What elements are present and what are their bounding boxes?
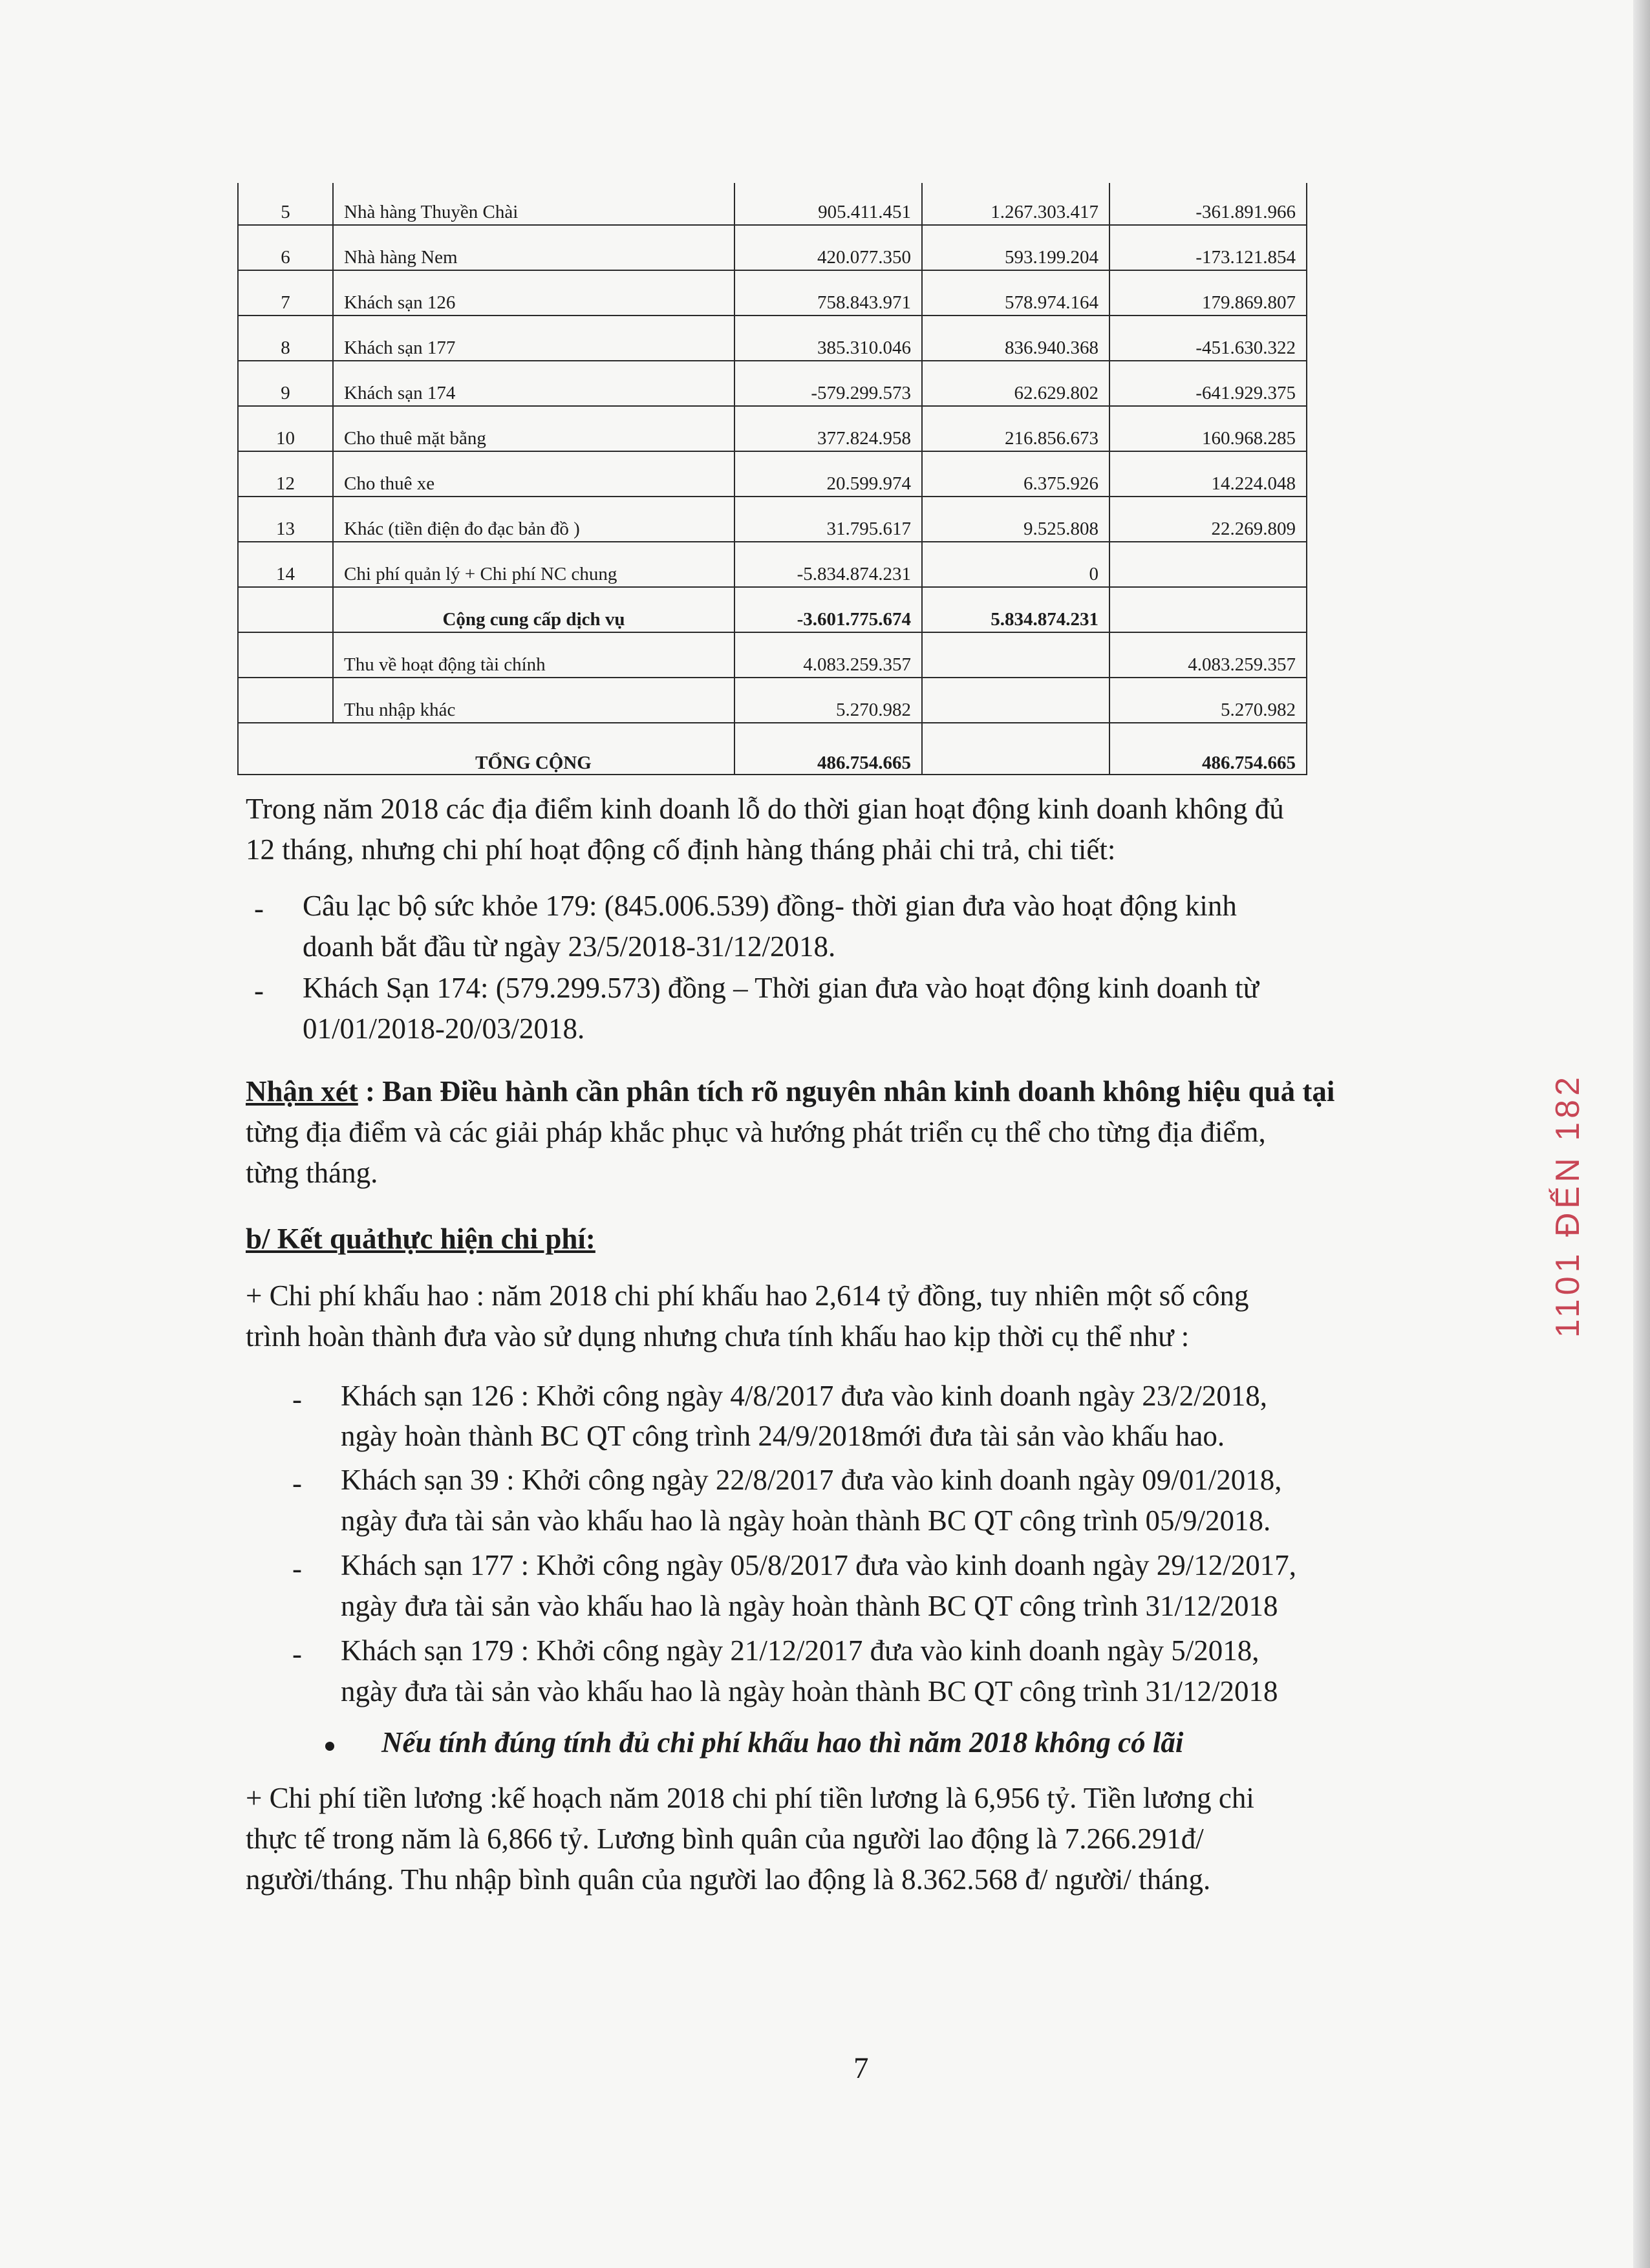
row-name: Khách sạn 126 — [333, 270, 734, 316]
other-income-row — [238, 678, 1307, 723]
remark-label: Nhận xét — [246, 1075, 358, 1107]
row-index: 12 — [238, 451, 333, 497]
row-name: Nhà hàng Nem — [333, 225, 734, 270]
row-value-2: 1.267.303.417 — [922, 183, 1109, 225]
row-value-3: -361.891.966 — [1109, 183, 1307, 225]
finance-value-3: 4.083.259.357 — [1109, 632, 1307, 678]
other-income-label: Thu nhập khác — [333, 678, 734, 723]
row-value-1: 905.411.451 — [734, 183, 922, 225]
row-name: Khách sạn 177 — [333, 316, 734, 361]
row-value-1: -579.299.573 — [734, 361, 922, 406]
depreciation-line-1: + Chi phí khấu hao : năm 2018 chi phí khấu hao 2,614 tỷ đồng, tuy nhiên một số công — [246, 1279, 1249, 1312]
bullet-dash: - — [254, 974, 264, 1007]
row-value-3: 160.968.285 — [1109, 406, 1307, 451]
paragraph-loss-intro-line-1: Trong năm 2018 các địa điểm kinh doanh lỗ do thời gian hoạt động kinh doanh không đủ — [246, 793, 1284, 825]
row-value-2: 216.856.673 — [922, 406, 1109, 451]
row-value-1: 385.310.046 — [734, 316, 922, 361]
row-value-2: 62.629.802 — [922, 361, 1109, 406]
subtotal-value-1: -3.601.775.674 — [734, 587, 922, 632]
remark-line-1 — [246, 1071, 1334, 1112]
total-value-1: 486.754.665 — [734, 723, 922, 775]
remark-text: : Ban Điều hành cần phân tích rõ nguyên nhân kinh doanh không hiệu quả tại — [358, 1075, 1335, 1107]
row-name: Nhà hàng Thuyền Chài — [333, 183, 734, 225]
bullet-text: Khách sạn 177 : Khởi công ngày 05/8/2017 đưa vào kinh doanh ngày 29/12/2017, — [341, 1549, 1296, 1581]
bullet-dash: - — [254, 892, 264, 925]
row-value-2: 578.974.164 — [922, 270, 1109, 316]
table-row — [238, 270, 1307, 316]
row-name: Chi phí quản lý + Chi phí NC chung — [333, 542, 734, 587]
subtotal-value-3 — [1109, 587, 1307, 632]
total-label: TỔNG CỘNG — [333, 723, 734, 775]
bullet-dash: - — [292, 1467, 302, 1499]
row-value-2: 9.525.808 — [922, 497, 1109, 542]
row-value-1: 20.599.974 — [734, 451, 922, 497]
row-value-1: 31.795.617 — [734, 497, 922, 542]
bullet-text: Khách sạn 39 : Khởi công ngày 22/8/2017 đưa vào kinh doanh ngày 09/01/2018, — [341, 1464, 1282, 1496]
row-index-empty — [238, 723, 333, 775]
margin-stamp: 1101 ĐẾN 182 — [1549, 1073, 1587, 1338]
row-index: 8 — [238, 316, 333, 361]
table-row — [238, 542, 1307, 587]
row-index: 5 — [238, 183, 333, 225]
row-value-3: -641.929.375 — [1109, 361, 1307, 406]
subtotal-label: Cộng cung cấp dịch vụ — [333, 587, 734, 632]
table-row — [238, 316, 1307, 361]
row-index: 13 — [238, 497, 333, 542]
row-value-2: 593.199.204 — [922, 225, 1109, 270]
bullet-dash: - — [292, 1383, 302, 1415]
other-income-value-3: 5.270.982 — [1109, 678, 1307, 723]
row-name: Khách sạn 174 — [333, 361, 734, 406]
bullet-dot-icon — [325, 1742, 334, 1751]
table-row — [238, 225, 1307, 270]
table-row — [238, 451, 1307, 497]
table-row — [238, 183, 1307, 225]
table-row — [238, 361, 1307, 406]
row-value-2: 6.375.926 — [922, 451, 1109, 497]
row-value-1: 420.077.350 — [734, 225, 922, 270]
row-index: 6 — [238, 225, 333, 270]
row-index-empty — [238, 587, 333, 632]
other-income-value-2 — [922, 678, 1109, 723]
remark-line-2: từng địa điểm và các giải pháp khắc phục và hướng phát triển cụ thể cho từng địa điểm, — [246, 1116, 1266, 1148]
row-value-3 — [1109, 542, 1307, 587]
row-value-1: -5.834.874.231 — [734, 542, 922, 587]
bullet-text: Khách sạn 126 : Khởi công ngày 4/8/2017 đưa vào kinh doanh ngày 23/2/2018, — [341, 1380, 1267, 1412]
salary-line-1: + Chi phí tiền lương :kế hoạch năm 2018 chi phí tiền lương là 6,956 tỷ. Tiền lương chi — [246, 1782, 1254, 1814]
salary-line-3: người/tháng. Thu nhập bình quân của người lao động là 8.362.568 đ/ người/ tháng. — [246, 1863, 1211, 1896]
scanned-page-edge — [1633, 0, 1650, 2268]
table-row — [238, 406, 1307, 451]
bullet-text: Khách sạn 179 : Khởi công ngày 21/12/2017 đưa vào kinh doanh ngày 5/2018, — [341, 1634, 1259, 1667]
bullet-dash: - — [292, 1638, 302, 1670]
row-index-empty — [238, 678, 333, 723]
depreciation-note: Nếu tính đúng tính đủ chi phí khấu hao thì năm 2018 không có lãi — [381, 1726, 1184, 1759]
table-row — [238, 497, 1307, 542]
row-index: 10 — [238, 406, 333, 451]
row-value-3: -451.630.322 — [1109, 316, 1307, 361]
row-index: 9 — [238, 361, 333, 406]
remark-line-3: từng tháng. — [246, 1157, 378, 1189]
row-value-3: 14.224.048 — [1109, 451, 1307, 497]
row-name: Cho thuê mặt bằng — [333, 406, 734, 451]
row-name: Cho thuê xe — [333, 451, 734, 497]
row-index: 14 — [238, 542, 333, 587]
row-value-3: -173.121.854 — [1109, 225, 1307, 270]
row-value-3: 179.869.807 — [1109, 270, 1307, 316]
bullet-text: doanh bắt đầu từ ngày 23/5/2018-31/12/2018. — [303, 930, 836, 963]
row-name: Khác (tiền điện đo đạc bản đồ ) — [333, 497, 734, 542]
bullet-text: ngày đưa tài sản vào khấu hao là ngày hoàn thành BC QT công trình 31/12/2018 — [341, 1590, 1278, 1622]
row-value-1: 758.843.971 — [734, 270, 922, 316]
page-number: 7 — [853, 2051, 869, 2085]
row-index-empty — [238, 632, 333, 678]
finance-value-1: 4.083.259.357 — [734, 632, 922, 678]
bullet-dash: - — [292, 1552, 302, 1585]
finance-label: Thu về hoạt động tài chính — [333, 632, 734, 678]
revenue-cost-table — [237, 183, 1307, 775]
subtotal-value-2: 5.834.874.231 — [922, 587, 1109, 632]
row-value-3: 22.269.809 — [1109, 497, 1307, 542]
depreciation-line-2: trình hoàn thành đưa vào sử dụng nhưng chưa tính khấu hao kịp thời cụ thể như : — [246, 1320, 1190, 1353]
bullet-text: ngày hoàn thành BC QT công trình 24/9/2018mới đưa tài sản vào khấu hao. — [341, 1420, 1225, 1452]
total-value-2 — [922, 723, 1109, 775]
salary-line-2: thực tế trong năm là 6,866 tỷ. Lương bình quân của người lao động là 7.266.291đ/ — [246, 1823, 1204, 1855]
total-row — [238, 723, 1307, 775]
bullet-text: 01/01/2018-20/03/2018. — [303, 1012, 585, 1045]
other-income-value-1: 5.270.982 — [734, 678, 922, 723]
paragraph-loss-intro-line-2: 12 tháng, nhưng chi phí hoạt động cố định hàng tháng phải chi trả, chi tiết: — [246, 833, 1116, 866]
bullet-text: Câu lạc bộ sức khỏe 179: (845.006.539) đồng- thời gian đưa vào hoạt động kinh — [303, 890, 1237, 922]
section-b-title: b/ Kết quảthực hiện chi phí: — [246, 1223, 595, 1255]
row-value-2: 0 — [922, 542, 1109, 587]
finance-value-2 — [922, 632, 1109, 678]
finance-row — [238, 632, 1307, 678]
bullet-text: Khách Sạn 174: (579.299.573) đồng – Thời gian đưa vào hoạt động kinh doanh từ — [303, 972, 1259, 1004]
row-value-1: 377.824.958 — [734, 406, 922, 451]
subtotal-row — [238, 587, 1307, 632]
bullet-text: ngày đưa tài sản vào khấu hao là ngày hoàn thành BC QT công trình 05/9/2018. — [341, 1504, 1271, 1537]
bullet-text: ngày đưa tài sản vào khấu hao là ngày hoàn thành BC QT công trình 31/12/2018 — [341, 1675, 1278, 1707]
total-value-3: 486.754.665 — [1109, 723, 1307, 775]
row-value-2: 836.940.368 — [922, 316, 1109, 361]
row-index: 7 — [238, 270, 333, 316]
